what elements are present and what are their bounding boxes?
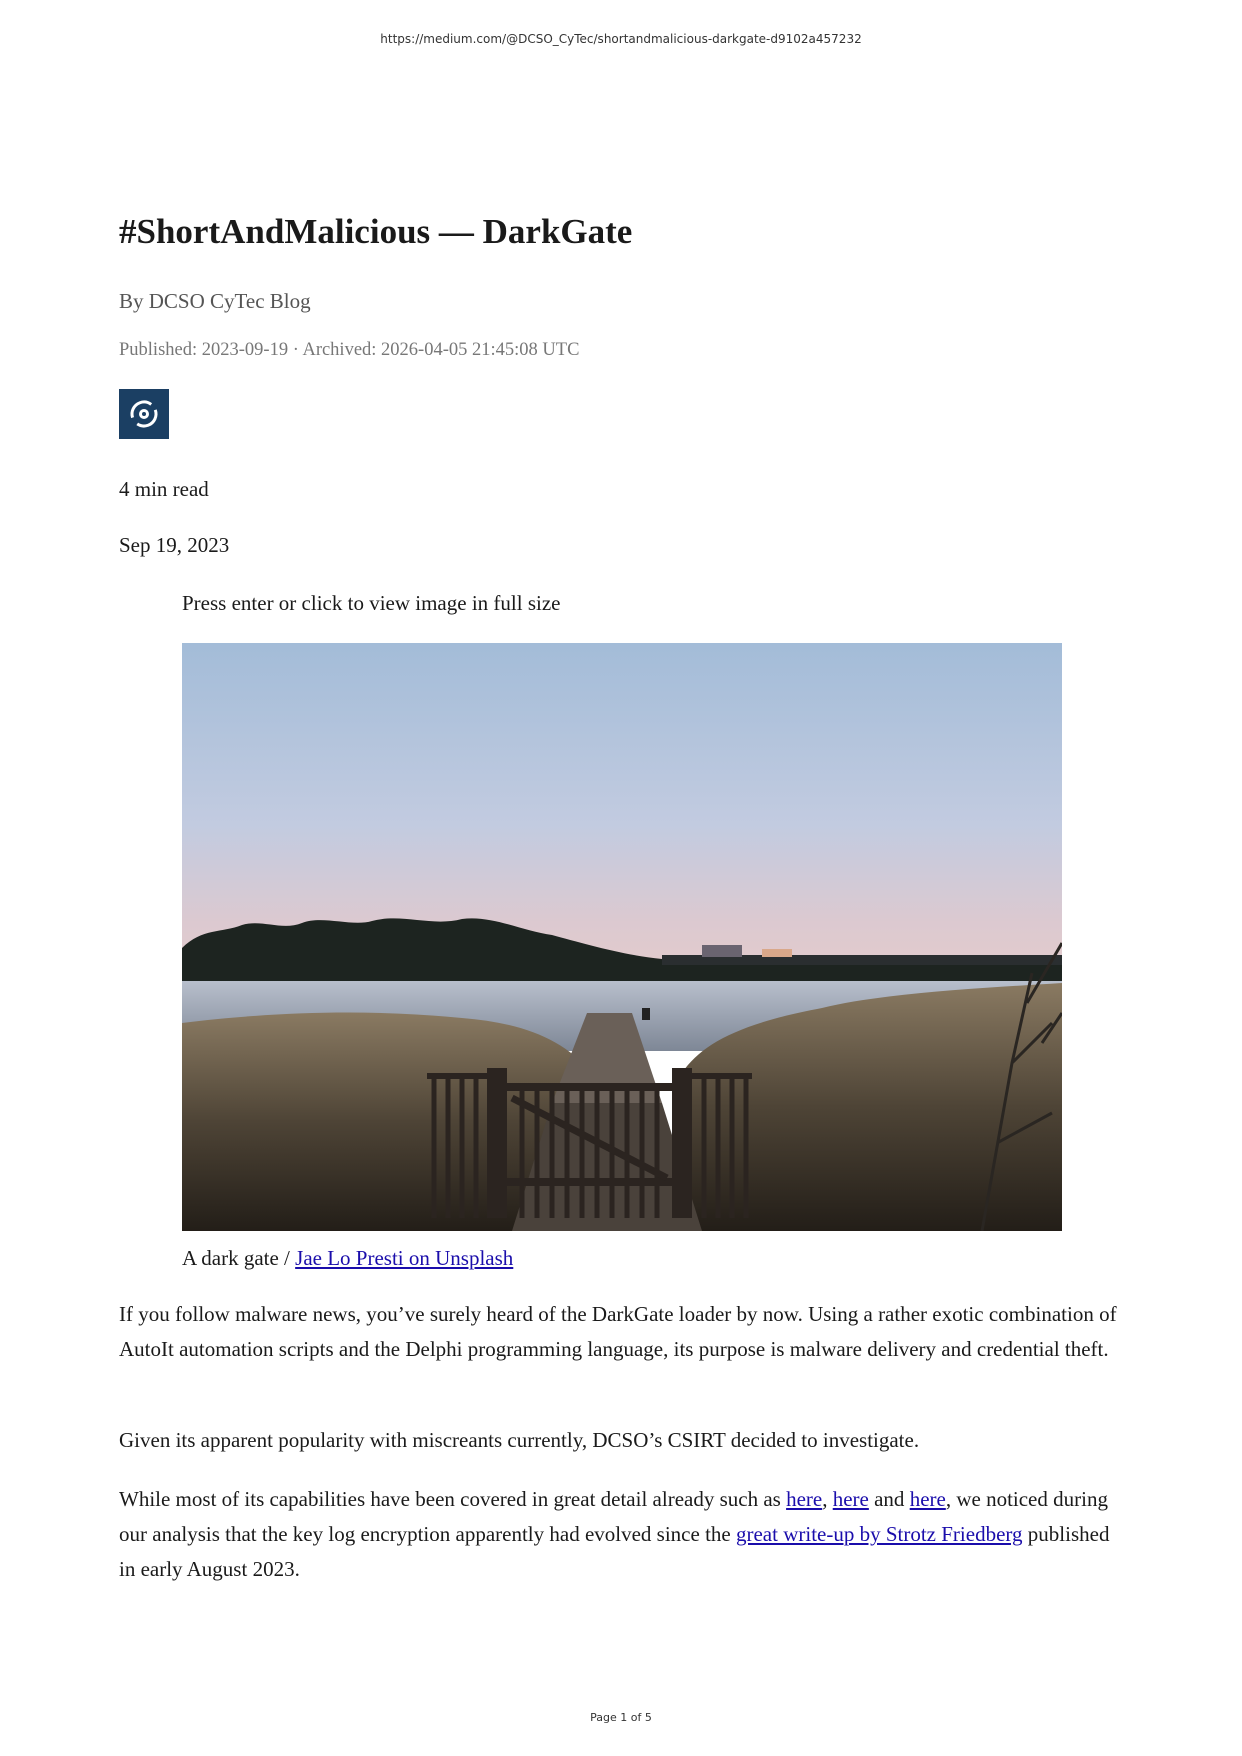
image-caption: A dark gate / Jae Lo Presti on Unsplash bbox=[182, 1246, 514, 1270]
published-archived-info: Published: 2023-09-19 · Archived: 2026-04-05 21:45:08 UTC bbox=[119, 340, 580, 360]
caption-link-unsplash[interactable]: Jae Lo Presti on Unsplash bbox=[295, 1246, 514, 1270]
link-here-1[interactable]: here bbox=[786, 1487, 823, 1511]
lake-gate-photo bbox=[182, 643, 1062, 1231]
read-time: 4 min read bbox=[119, 477, 209, 501]
image-fullsize-prompt[interactable]: Press enter or click to view image in full size bbox=[182, 591, 561, 615]
paragraph-2: Given its apparent popularity with miscreants currently, DCSO’s CSIRT decided to investigate. bbox=[119, 1428, 920, 1452]
hero-image-dark-gate[interactable] bbox=[182, 643, 1062, 1231]
page-number: Page 1 of 5 bbox=[590, 1711, 652, 1724]
byline: By DCSO CyTec Blog bbox=[119, 289, 311, 313]
eye-logo-icon bbox=[119, 389, 169, 439]
article-date: Sep 19, 2023 bbox=[119, 533, 230, 557]
link-here-3[interactable]: here bbox=[909, 1487, 946, 1511]
author-avatar[interactable] bbox=[119, 389, 169, 439]
source-url: https://medium.com/@DCSO_CyTec/shortandmalicious-darkgate-d9102a457232 bbox=[380, 32, 862, 46]
link-strotz-friedberg-writeup[interactable]: great write-up by Strotz Friedberg bbox=[735, 1522, 1023, 1546]
article-title: #ShortAndMalicious — DarkGate bbox=[119, 212, 633, 251]
link-here-2[interactable]: here bbox=[832, 1487, 869, 1511]
paragraph-3: While most of its capabilities have been covered in great detail already such as here, here and here, we noticed during our analysis that the key log encryption apparently had evolved since the great write-up by Strotz Friedberg published in early August 2023. bbox=[119, 1487, 1110, 1581]
paragraph-1: If you follow malware news, you’ve surely heard of the DarkGate loader by now. Using a rather exotic combination of AutoIt automation scripts and the Delphi programming language, its purpose is malware delivery and credential theft. bbox=[119, 1302, 1117, 1361]
